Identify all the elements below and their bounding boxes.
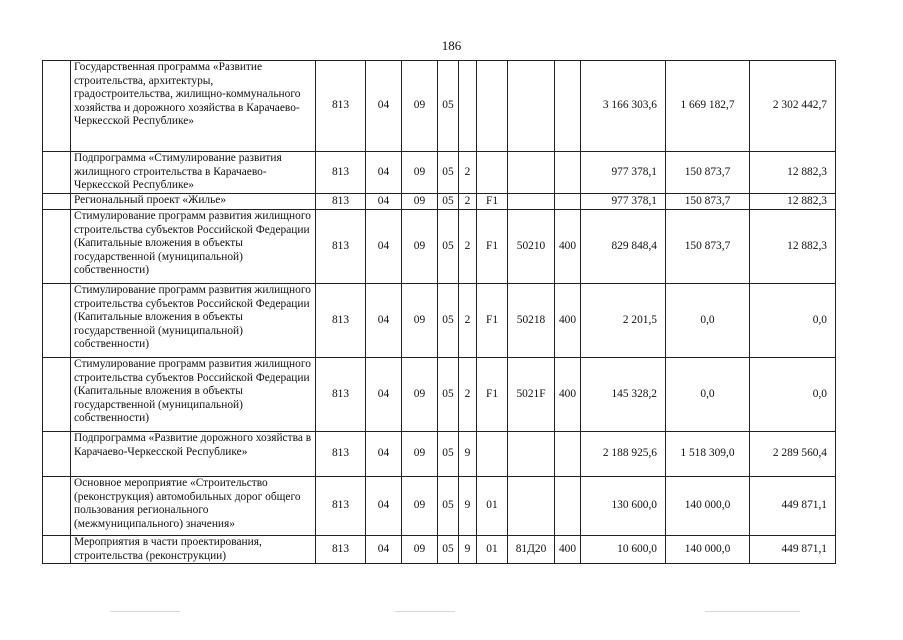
amount-year1-cell: 10 600,0 [581,536,666,564]
project-code-cell: F1 [477,210,508,284]
item-name-cell: Подпрограмма «Стимулирование развития жилищного строительства в Карачаево-Черкесской Республике» [71,152,316,194]
ministry-code-cell: 813 [316,358,366,432]
project-code-cell: 01 [477,536,508,564]
expense-type-cell [555,477,581,536]
item-name-cell: Подпрограмма «Развитие дорожного хозяйства в Карачаево-Черкесской Республике» [71,432,316,477]
subprogram-code-cell: 2 [459,358,477,432]
subsection-code-cell: 09 [402,477,438,536]
item-name-cell: Стимулирование программ развития жилищного строительства субъектов Российской Федерации (Капитальные вложения в объекты государственной (муниципальной) собственности) [71,210,316,284]
row-index-cell [43,477,71,536]
table-row [43,432,836,477]
row-index-cell [43,61,71,152]
project-code-cell [477,61,508,152]
section-code-cell: 04 [366,477,402,536]
subprogram-code-cell [459,61,477,152]
amount-year2-cell: 1 518 309,0 [666,432,750,477]
ministry-code-cell: 813 [316,536,366,564]
row-index-cell [43,432,71,477]
subsection-code-cell: 09 [402,432,438,477]
expense-type-cell [555,194,581,210]
project-code-cell [477,432,508,477]
ministry-code-cell: 813 [316,194,366,210]
amount-year1-cell: 829 848,4 [581,210,666,284]
direction-code-cell [508,194,555,210]
amount-year2-cell: 0,0 [666,358,750,432]
subprogram-code-cell: 2 [459,194,477,210]
amount-year1-cell: 3 166 303,6 [581,61,666,152]
item-name-cell: Основное мероприятие «Строительство (реконструкция) автомобильных дорог общего пользования регионального (межмуниципального) значения» [71,477,316,536]
direction-code-cell: 50210 [508,210,555,284]
ministry-code-cell: 813 [316,284,366,358]
row-index-cell [43,210,71,284]
subprogram-code-cell: 9 [459,536,477,564]
direction-code-cell [508,477,555,536]
row-index-cell [43,152,71,194]
expense-type-cell: 400 [555,284,581,358]
section-code-cell: 04 [366,152,402,194]
section-code-cell: 04 [366,61,402,152]
footer-divider-right [705,611,800,612]
footer-divider-mid [395,611,455,612]
amount-year3-cell: 449 871,1 [750,477,836,536]
table-row [43,61,836,152]
page-number: 186 [441,38,462,53]
table-row [43,284,836,358]
expense-type-cell [555,432,581,477]
subprogram-code-cell: 2 [459,284,477,358]
section-code-cell: 04 [366,194,402,210]
expense-type-cell: 400 [555,536,581,564]
direction-code-cell [508,152,555,194]
project-code-cell: F1 [477,358,508,432]
program-code-cell: 05 [438,194,459,210]
row-index-cell [43,284,71,358]
amount-year3-cell: 449 871,1 [750,536,836,564]
expense-type-cell: 400 [555,210,581,284]
direction-code-cell: 50218 [508,284,555,358]
subprogram-code-cell: 9 [459,432,477,477]
subsection-code-cell: 09 [402,194,438,210]
item-name-cell: Мероприятия в части проектирования, строительства (реконструкции) [71,536,316,564]
item-name-cell: Региональный проект «Жилье» [71,194,316,210]
amount-year2-cell: 150 873,7 [666,194,750,210]
program-code-cell: 05 [438,358,459,432]
subsection-code-cell: 09 [402,61,438,152]
expense-type-cell: 400 [555,358,581,432]
row-index-cell [43,358,71,432]
subprogram-code-cell: 9 [459,477,477,536]
subsection-code-cell: 09 [402,358,438,432]
amount-year1-cell: 977 378,1 [581,152,666,194]
item-name-cell: Стимулирование программ развития жилищного строительства субъектов Российской Федерации (Капитальные вложения в объекты государственной (муниципальной) собственности) [71,284,316,358]
table-row [43,194,836,210]
amount-year1-cell: 2 188 925,6 [581,432,666,477]
amount-year3-cell: 12 882,3 [750,194,836,210]
direction-code-cell [508,61,555,152]
program-code-cell: 05 [438,210,459,284]
section-code-cell: 04 [366,432,402,477]
program-code-cell: 05 [438,284,459,358]
project-code-cell [477,152,508,194]
amount-year2-cell: 140 000,0 [666,477,750,536]
item-name-cell: Стимулирование программ развития жилищного строительства субъектов Российской Федерации (Капитальные вложения в объекты государственной (муниципальной) собственности) [71,358,316,432]
row-index-cell [43,194,71,210]
table-body [43,61,836,564]
subsection-code-cell: 09 [402,284,438,358]
footer-divider-left [110,611,180,612]
expense-type-cell [555,61,581,152]
amount-year1-cell: 977 378,1 [581,194,666,210]
table-row [43,358,836,432]
amount-year3-cell: 0,0 [750,358,836,432]
direction-code-cell: 81Д20 [508,536,555,564]
ministry-code-cell: 813 [316,61,366,152]
amount-year3-cell: 12 882,3 [750,152,836,194]
amount-year2-cell: 150 873,7 [666,210,750,284]
subsection-code-cell: 09 [402,536,438,564]
amount-year2-cell: 150 873,7 [666,152,750,194]
ministry-code-cell: 813 [316,152,366,194]
table-row [43,477,836,536]
program-code-cell: 05 [438,432,459,477]
project-code-cell: 01 [477,477,508,536]
program-code-cell: 05 [438,477,459,536]
ministry-code-cell: 813 [316,432,366,477]
amount-year3-cell: 2 289 560,4 [750,432,836,477]
expense-type-cell [555,152,581,194]
ministry-code-cell: 813 [316,210,366,284]
table-row [43,536,836,564]
section-code-cell: 04 [366,358,402,432]
subprogram-code-cell: 2 [459,152,477,194]
amount-year3-cell: 12 882,3 [750,210,836,284]
subsection-code-cell: 09 [402,210,438,284]
subprogram-code-cell: 2 [459,210,477,284]
subsection-code-cell: 09 [402,152,438,194]
table-row [43,210,836,284]
amount-year3-cell: 2 302 442,7 [750,61,836,152]
budget-table [42,60,836,564]
amount-year1-cell: 2 201,5 [581,284,666,358]
direction-code-cell: 5021F [508,358,555,432]
amount-year3-cell: 0,0 [750,284,836,358]
project-code-cell: F1 [477,194,508,210]
row-index-cell [43,536,71,564]
program-code-cell: 05 [438,152,459,194]
direction-code-cell [508,432,555,477]
section-code-cell: 04 [366,284,402,358]
project-code-cell: F1 [477,284,508,358]
table-row [43,152,836,194]
program-code-cell: 05 [438,61,459,152]
section-code-cell: 04 [366,210,402,284]
amount-year2-cell: 0,0 [666,284,750,358]
ministry-code-cell: 813 [316,477,366,536]
amount-year2-cell: 1 669 182,7 [666,61,750,152]
amount-year1-cell: 145 328,2 [581,358,666,432]
item-name-cell: Государственная программа «Развитие строительства, архитектуры, градостроительства, жилищно-коммунального хозяйства и дорожного хозяйства в Карачаево-Черкесской Республике» [71,61,316,152]
amount-year1-cell: 130 600,0 [581,477,666,536]
section-code-cell: 04 [366,536,402,564]
amount-year2-cell: 140 000,0 [666,536,750,564]
program-code-cell: 05 [438,536,459,564]
